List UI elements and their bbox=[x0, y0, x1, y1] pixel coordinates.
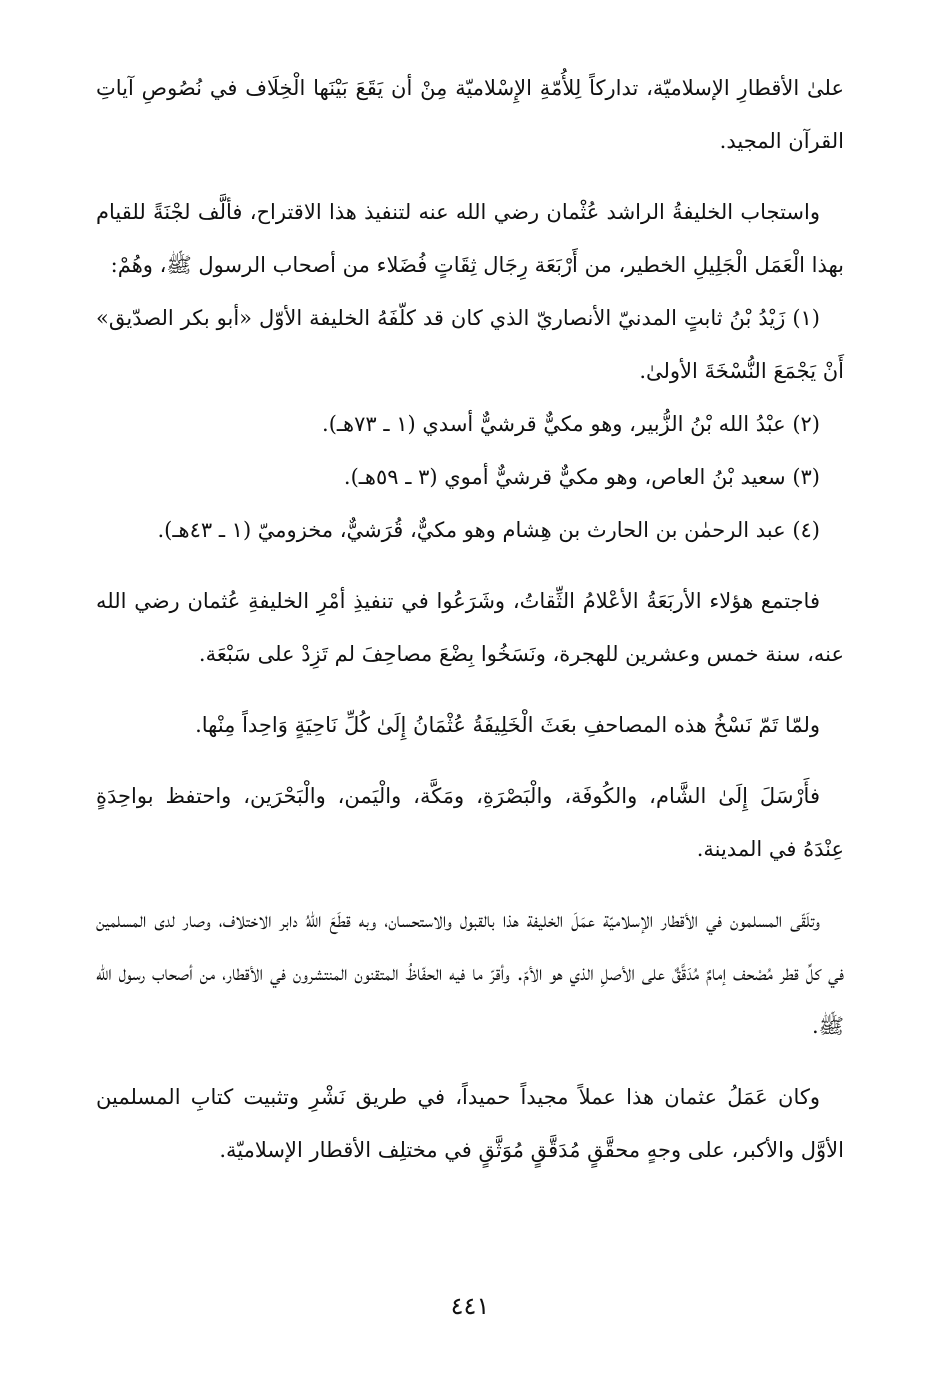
paragraph: فأَرْسَلَ إِلَىٰ الشَّام، والكُوفَة، والْبَصْرَةِ، ومَكَّة، والْيَمن، والْبَحْرَين، واحتفظ بواحِدَةٍ عِنْدَهُ في المدينة. bbox=[96, 784, 844, 861]
paragraph: ولمّا تَمّ نَسْخُ هذه المصاحفِ بعَثَ الْخَلِيفَةُ عُثْمَانُ إِلَىٰ كُلِّ نَاحِيَةٍ وَاحِداً مِنْها. bbox=[195, 713, 820, 737]
paragraph: وكان عَمَلُ عثمان هذا عملاً مجيداً حميداً، في طريق نَشْرِ وتثبيت كتابِ المسلمين الأوَّل والأكبر، على وجهٍ محقَّقٍ مُدَقَّقٍ مُوَثَّقٍ في مختلِف الأقطار الإسلاميّة. bbox=[96, 1085, 844, 1162]
paragraph: واستجاب الخليفةُ الراشد عُثْمان رضي الله عنه لتنفيذ هذا الاقتراح، فألَّف لجْنَةً للقيام بهذا الْعَمَل الْجَلِيلِ الخطير، من أَرْبَعَة رِجَال ثِقَاتٍ فُضَلاء من أصحاب الرسول ﷺ، وهُمْ: bbox=[96, 200, 844, 277]
paragraph: علىٰ الأقطارِ الإسلاميّة، تداركاً لِلأُمّةِ الإِسْلاميّة مِنْ أن يَقَعَ بَيْنَها الْخِلَاف في نُصُوصِ آياتِ القرآن المجيد. bbox=[96, 76, 844, 153]
list-item: (٤) عبد الرحمٰن بن الحارث بن هِشام وهو مكيٌّ، قُرَشيٌّ، مخزوميّ (١ ـ ٤٣هـ). bbox=[157, 518, 820, 542]
list-item: (٣) سعيد بْنُ العاص، وهو مكيٌّ قرشيٌّ أموي (٣ ـ ٥٩هـ). bbox=[343, 465, 820, 489]
paragraph: فاجتمع هؤلاء الأربَعَةُ الأعْلامُ الثِّقاتُ، وشَرَعُوا في تنفيذِ أمْرِ الخليفةِ عُثمان رضي الله عنه، سنة خمس وعشرين للهجرة، ونَسَخُوا بِضْعَ مصاحِفَ لم تَزِدْ على سَبْعَة. bbox=[96, 589, 844, 666]
page-body bbox=[96, 62, 844, 1177]
page-number: ٤٤١ bbox=[450, 1292, 490, 1320]
paragraph: وتلَقّى المسلمون في الأقطار الإسلاميّة عمَلَ الخليفة هذا بالقبول والاستحسان، وبه قطَعَ اللّهُ دابر الاختلاف، وصار لدى المسلمين في كلِّ قطر مُصْحف إمامٌ مُدَقَّقٌ على الأصلِ الذي هو الأمّ. وأقرّ ما فيه الحفّاظُ المتقنون المنتشرون في الأقطار، من أصحاب رسول الله ﷺ. bbox=[96, 908, 844, 1038]
list-item: (٢) عبْدُ الله بْنُ الزُّبير، وهو مكيٌّ قرشيٌّ أسدي (١ ـ ٧٣هـ). bbox=[322, 412, 820, 436]
list-item: (١) زَيْدُ بْنُ ثابتٍ المدنيّ الأنصاريّ الذي كان قد كلّفَهُ الخليفة الأوّل «أبو بكر الصدّيق» أَنْ يَجْمَعَ النُّسْخَةَ الأولىٰ. bbox=[96, 306, 844, 383]
